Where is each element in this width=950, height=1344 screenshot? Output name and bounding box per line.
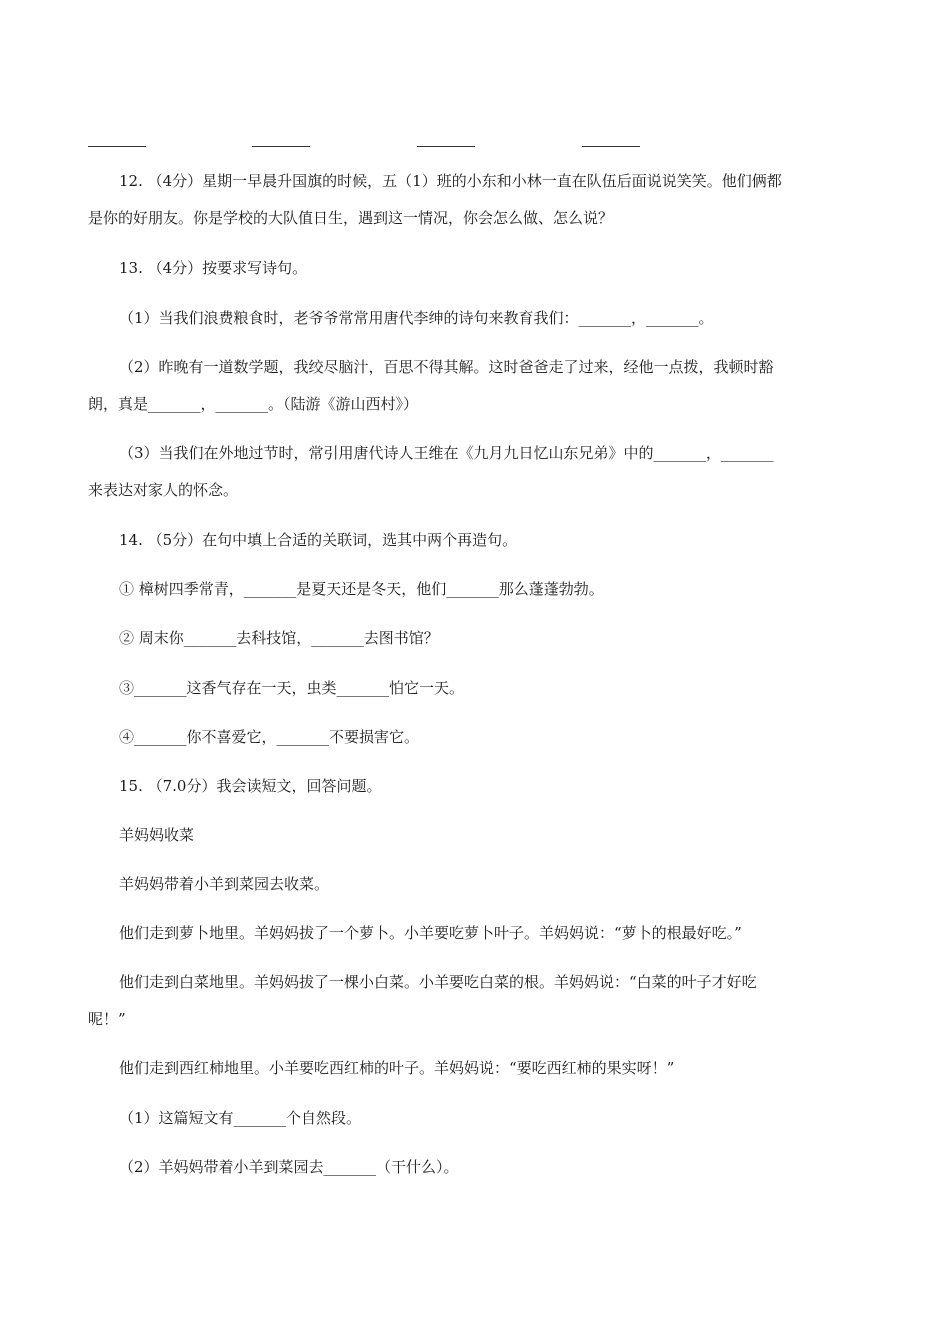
question-15-title: 15. （7.0分）我会读短文，回答问题。 — [119, 777, 382, 795]
question-12-line-2: 是你的好朋友。你是学校的大队值日生，遇到这一情况，你会怎么做、怎么说？ — [88, 209, 614, 227]
answer-blank-1[interactable] — [88, 146, 146, 147]
answer-blank-2[interactable] — [252, 146, 310, 147]
question-13-part-3-line-1: （3）当我们在外地过节时，常引用唐代诗人王维在《九月九日忆山东兄弟》中的_______，_______ — [119, 444, 774, 462]
question-13-part-1: （1）当我们浪费粮食时，老爷爷常常用唐代李绅的诗句来教育我们：_______，_______。 — [119, 309, 714, 327]
question-14-sentence-4: ④_______你不喜爱它，_______不要损害它。 — [119, 728, 420, 746]
question-14-sentence-2: ② 周末你_______去科技馆，_______去图书馆？ — [119, 629, 439, 647]
question-13-part-3-line-2: 来表达对家人的怀念。 — [88, 481, 239, 499]
question-13-title: 13. （4分）按要求写诗句。 — [119, 259, 308, 277]
question-13-part-2-line-1: （2）昨晚有一道数学题，我绞尽脑汁，百思不得其解。这时爸爸走了过来，经他一点拨，我顿时豁 — [119, 358, 774, 376]
question-14-title: 14. （5分）在句中填上合适的关联词，选其中两个再造句。 — [119, 531, 518, 549]
answer-blank-4[interactable] — [582, 146, 640, 147]
story-paragraph-1: 羊妈妈带着小羊到菜园去收菜。 — [119, 875, 330, 893]
question-12-line-1: 12. （4分）星期一早晨升国旗的时候，五（1）班的小东和小林一直在队伍后面说说笑笑。他们俩都 — [119, 172, 782, 190]
answer-blank-3[interactable] — [417, 146, 475, 147]
story-paragraph-3-line-2: 呢！” — [88, 1010, 126, 1028]
story-paragraph-4: 他们走到西红柿地里。小羊要吃西红柿的叶子。羊妈妈说：“要吃西红柿的果实呀！” — [119, 1059, 675, 1077]
question-15-sub-2: （2）羊妈妈带着小羊到菜园去_______（干什么）。 — [119, 1158, 459, 1176]
story-paragraph-3-line-1: 他们走到白菜地里。羊妈妈拔了一棵小白菜。小羊要吃白菜的根。羊妈妈说：“白菜的叶子才好吃 — [119, 973, 757, 991]
question-15-sub-1: （1）这篇短文有_______个自然段。 — [119, 1109, 362, 1127]
story-paragraph-2: 他们走到萝卜地里。羊妈妈拔了一个萝卜。小羊要吃萝卜叶子。羊妈妈说：“萝卜的根最好吃。” — [119, 924, 742, 942]
question-14-sentence-3: ③_______这香气存在一天，虫类_______怕它一天。 — [119, 679, 465, 697]
question-13-part-2-line-2: 朗，真是_______，_______。（陆游《游山西村》） — [88, 395, 419, 413]
story-title: 羊妈妈收菜 — [119, 826, 195, 844]
question-14-sentence-1: ① 樟树四季常青，_______是夏天还是冬天，他们_______那么蓬蓬勃勃。 — [119, 580, 604, 598]
